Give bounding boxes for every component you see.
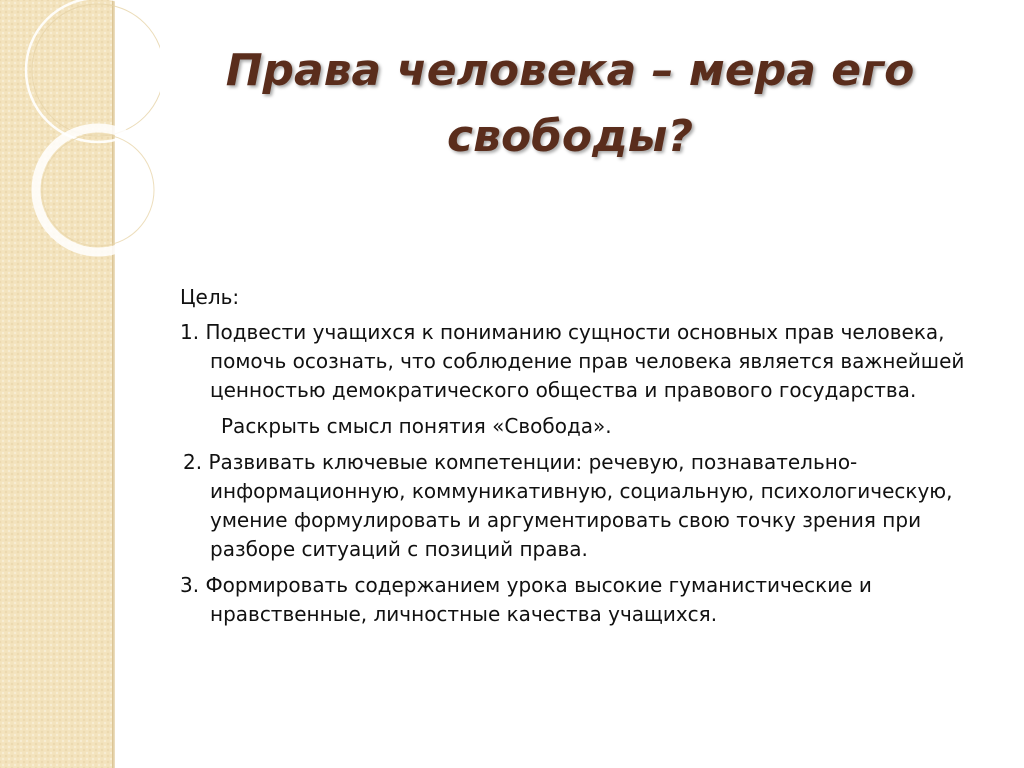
goal-item-2: 2. Развивать ключевые компетенции: речевую, познавательно-информационную, коммуникативную, социальную, психологическую, умение формулировать и аргументировать свою точку зрения при разборе ситуаций с позиций права. xyxy=(183,450,953,561)
goal-label: Цель: xyxy=(180,285,240,309)
decorative-circles xyxy=(0,0,160,260)
slide-content xyxy=(180,283,990,636)
slide-title: Права человека – мера его свободы? xyxy=(225,45,915,162)
goal-item-1: 1. Подвести учащихся к пониманию сущности основных прав человека, помочь осознать, что соблюдение прав человека является важнейшей ценностью демократического общества и правового государства. xyxy=(180,320,965,402)
goal-item-3: 3. Формировать содержанием урока высокие гуманистические и нравственные, личностные качества учащихся. xyxy=(180,573,872,626)
goal-item-1-continuation: Раскрыть смысл понятия «Свобода». xyxy=(221,414,612,438)
